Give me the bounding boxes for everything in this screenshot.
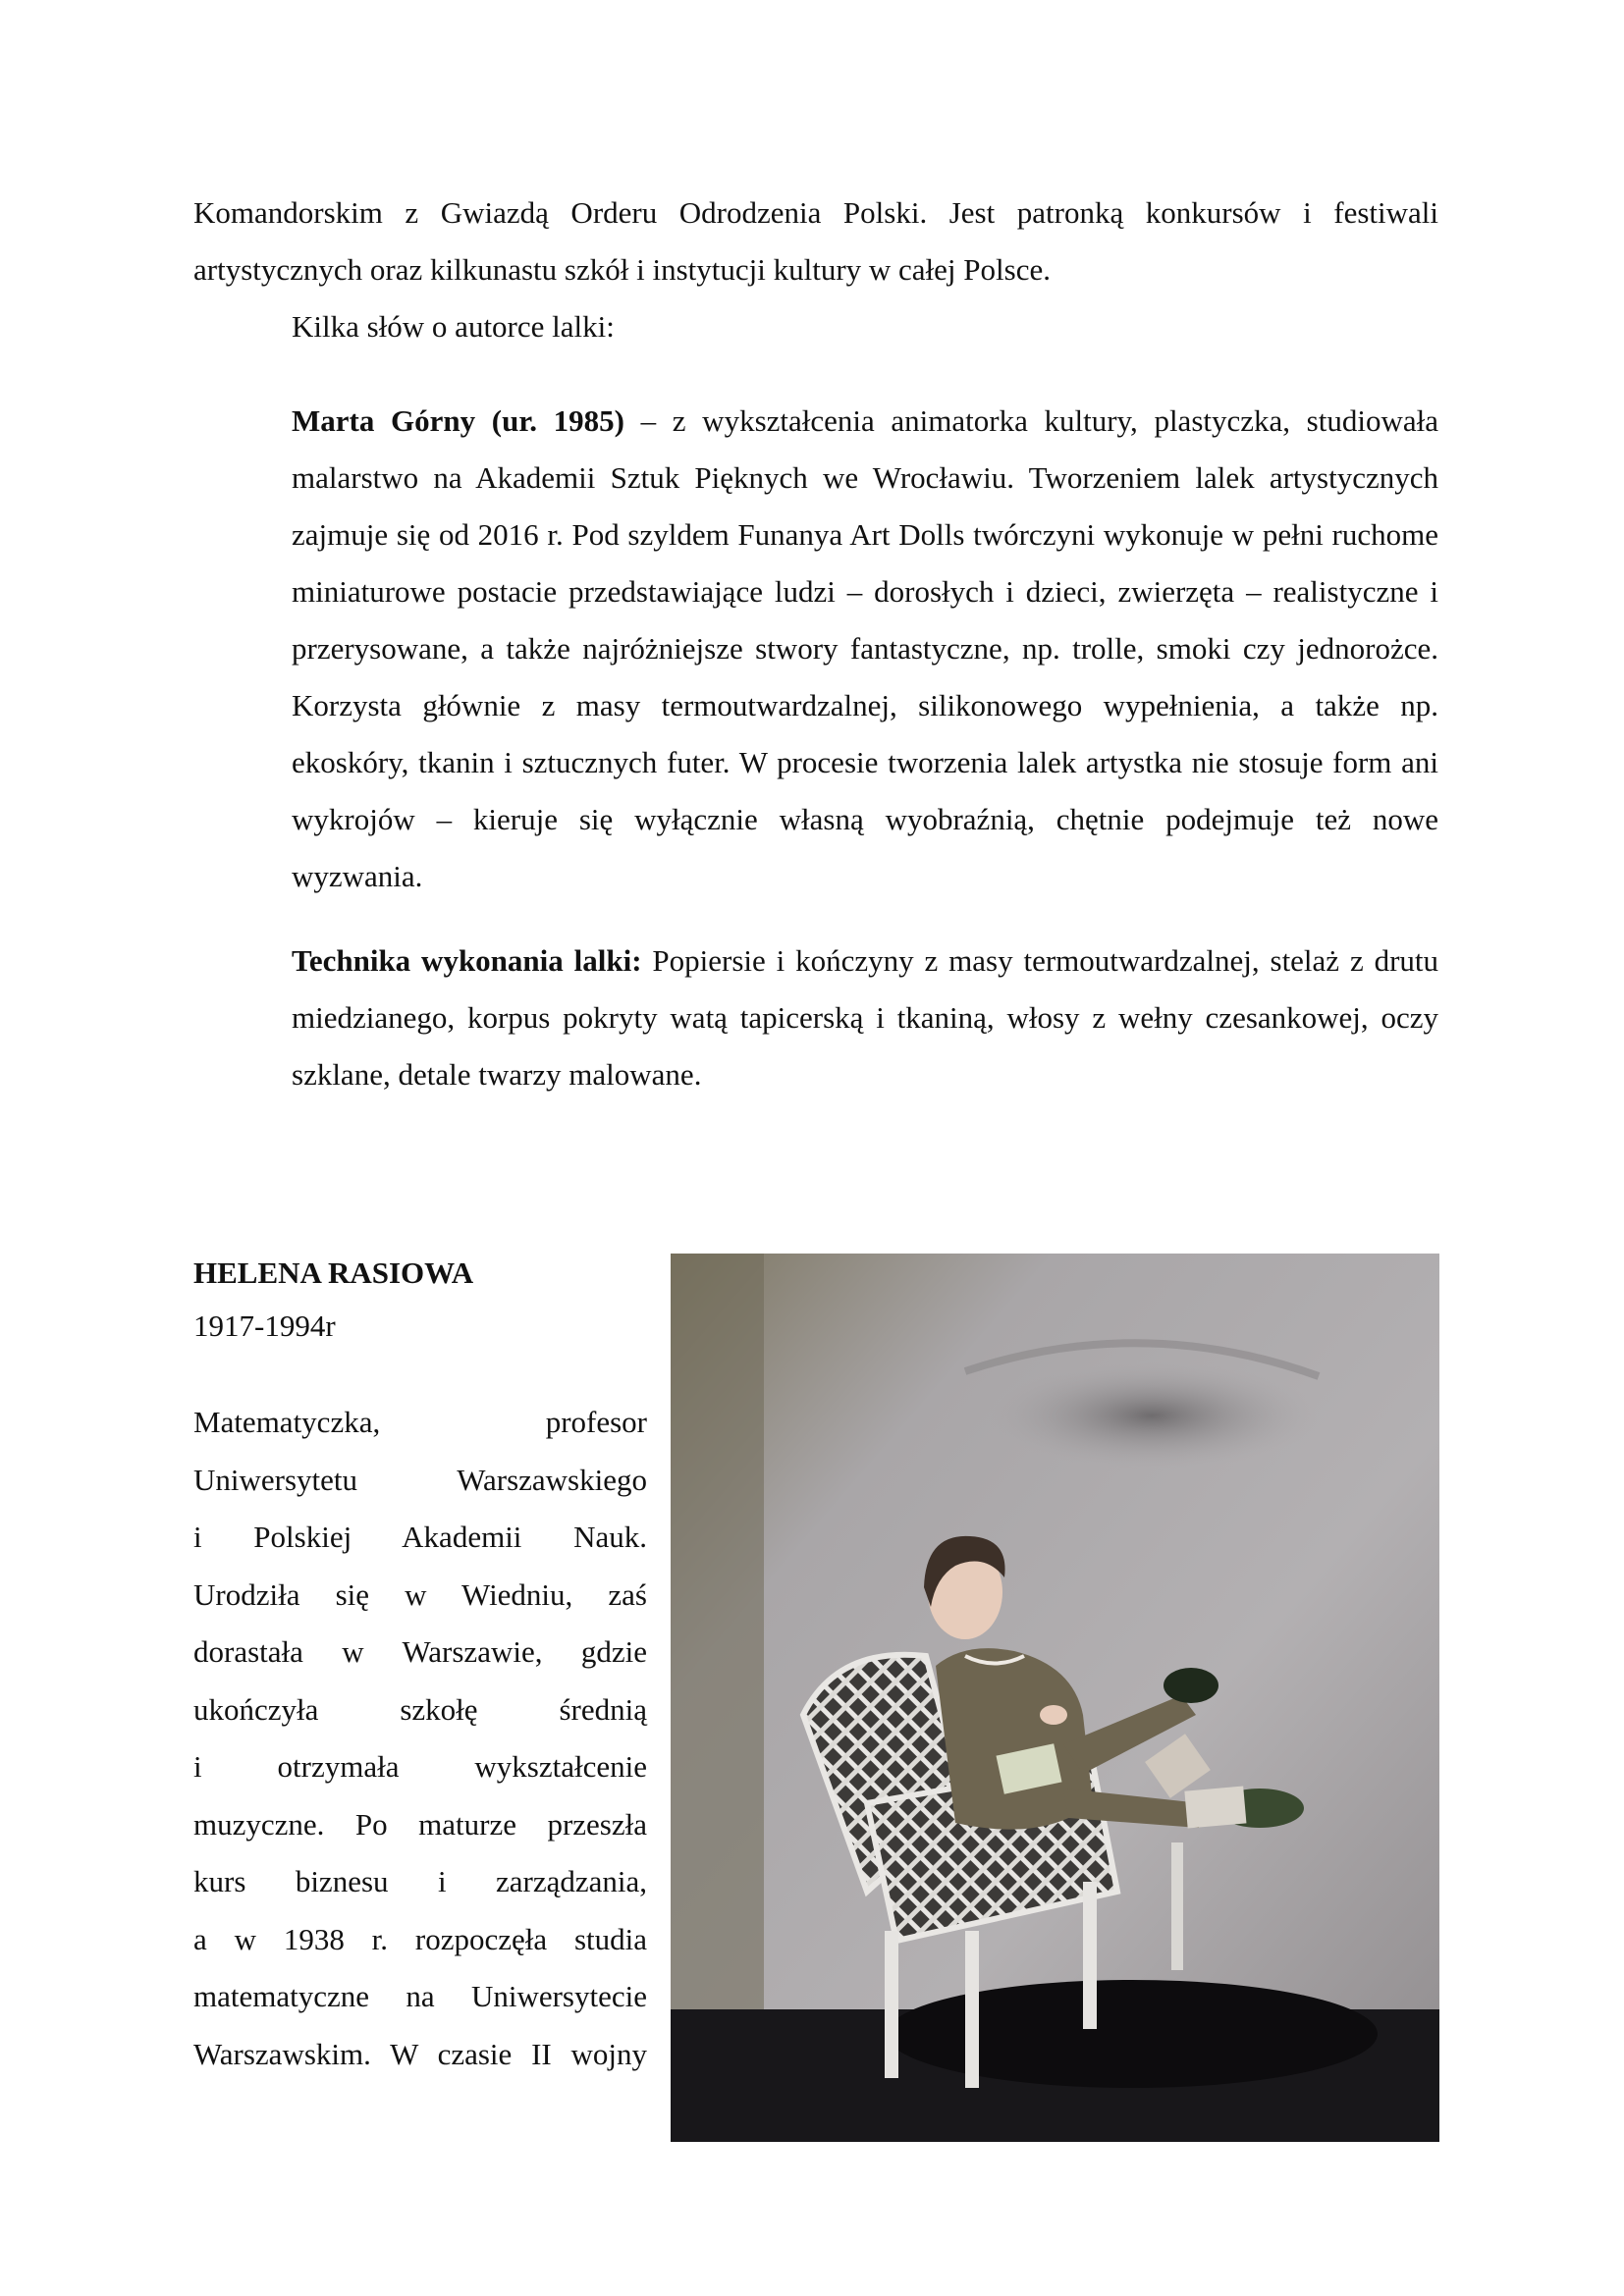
person-years: 1917-1994r — [193, 1308, 336, 1343]
description-line: dorastała w Warszawie, gdzie — [193, 1634, 647, 1669]
description-line: Urodziła się w Wiedniu, zaś — [193, 1576, 647, 1612]
description-line: Warszawskim. W czasie II wojny — [193, 2036, 647, 2071]
description-line: ukończyła szkołę średnią — [193, 1691, 647, 1727]
author-name: Marta Górny (ur. 1985) — [292, 403, 624, 438]
description-line: Matematyczka, profesor — [193, 1405, 647, 1439]
person-name: HELENA RASIOWA — [193, 1255, 474, 1290]
technique-text: Popiersie i kończyny z masy termoutwardzalnej, stelaż z drutu miedzianego, korpus pokryty watą tapicerską i tkaniną, włosy z wełny czesankowej, oczy szklane, detale twarzy malowane. — [292, 943, 1439, 1092]
technique-paragraph — [292, 933, 1438, 1103]
description-line: i otrzymała wykształcenie — [193, 1749, 647, 1784]
person-description — [193, 1394, 647, 2083]
paragraph-top: Komandorskim z Gwiazdą Orderu Odrodzenia Polski. Jest patronką konkursów i festiwali artystycznych oraz kilkunastu szkół i instytucji kultury w całej Polsce. — [193, 195, 1438, 287]
doll-photo — [671, 1254, 1439, 2142]
description-line: muzyczne. Po maturze przeszła — [193, 1806, 647, 1842]
description-line: i Polskiej Akademii Nauk. — [193, 1520, 647, 1554]
description-line: Uniwersytetu Warszawskiego — [193, 1462, 647, 1497]
author-bio — [292, 393, 1438, 905]
description-line: matematyczne na Uniwersytecie — [193, 1979, 647, 2013]
intro-line: Kilka słów o autorce lalki: — [292, 309, 615, 344]
technique-label: Technika wykonania lalki: — [292, 943, 642, 978]
author-bio-text: – z wykształcenia animatorka kultury, plastyczka, studiowała malarstwo na Akademii Sztuk Pięknych we Wrocławiu. Tworzeniem lalek artystycznych zajmuje się od 2016 r. Pod szyldem Funanya Art Dolls twórczyni wykonuje w pełni ruchome miniaturowe postacie przedstawiające ludzi – dorosłych i dzieci, zwierzęta – realistyczne i przerysowane, a także najróżniejsze stwory fantastyczne, np. trolle, smoki czy jednorożce. Korzysta głównie z masy termoutwardzalnej, silikonowego wypełnienia, a także np. ekoskóry, tkanin i sztucznych futer. W procesie tworzenia lalek artystka nie stosuje form ani wykrojów – kieruje się wyłącznie własną wyobraźnią, chętnie podejmuje też nowe wyzwania. — [292, 403, 1438, 893]
description-line: kurs biznesu i zarządzania, — [193, 1864, 647, 1898]
description-line: a w 1938 r. rozpoczęła studia — [193, 1921, 647, 1956]
